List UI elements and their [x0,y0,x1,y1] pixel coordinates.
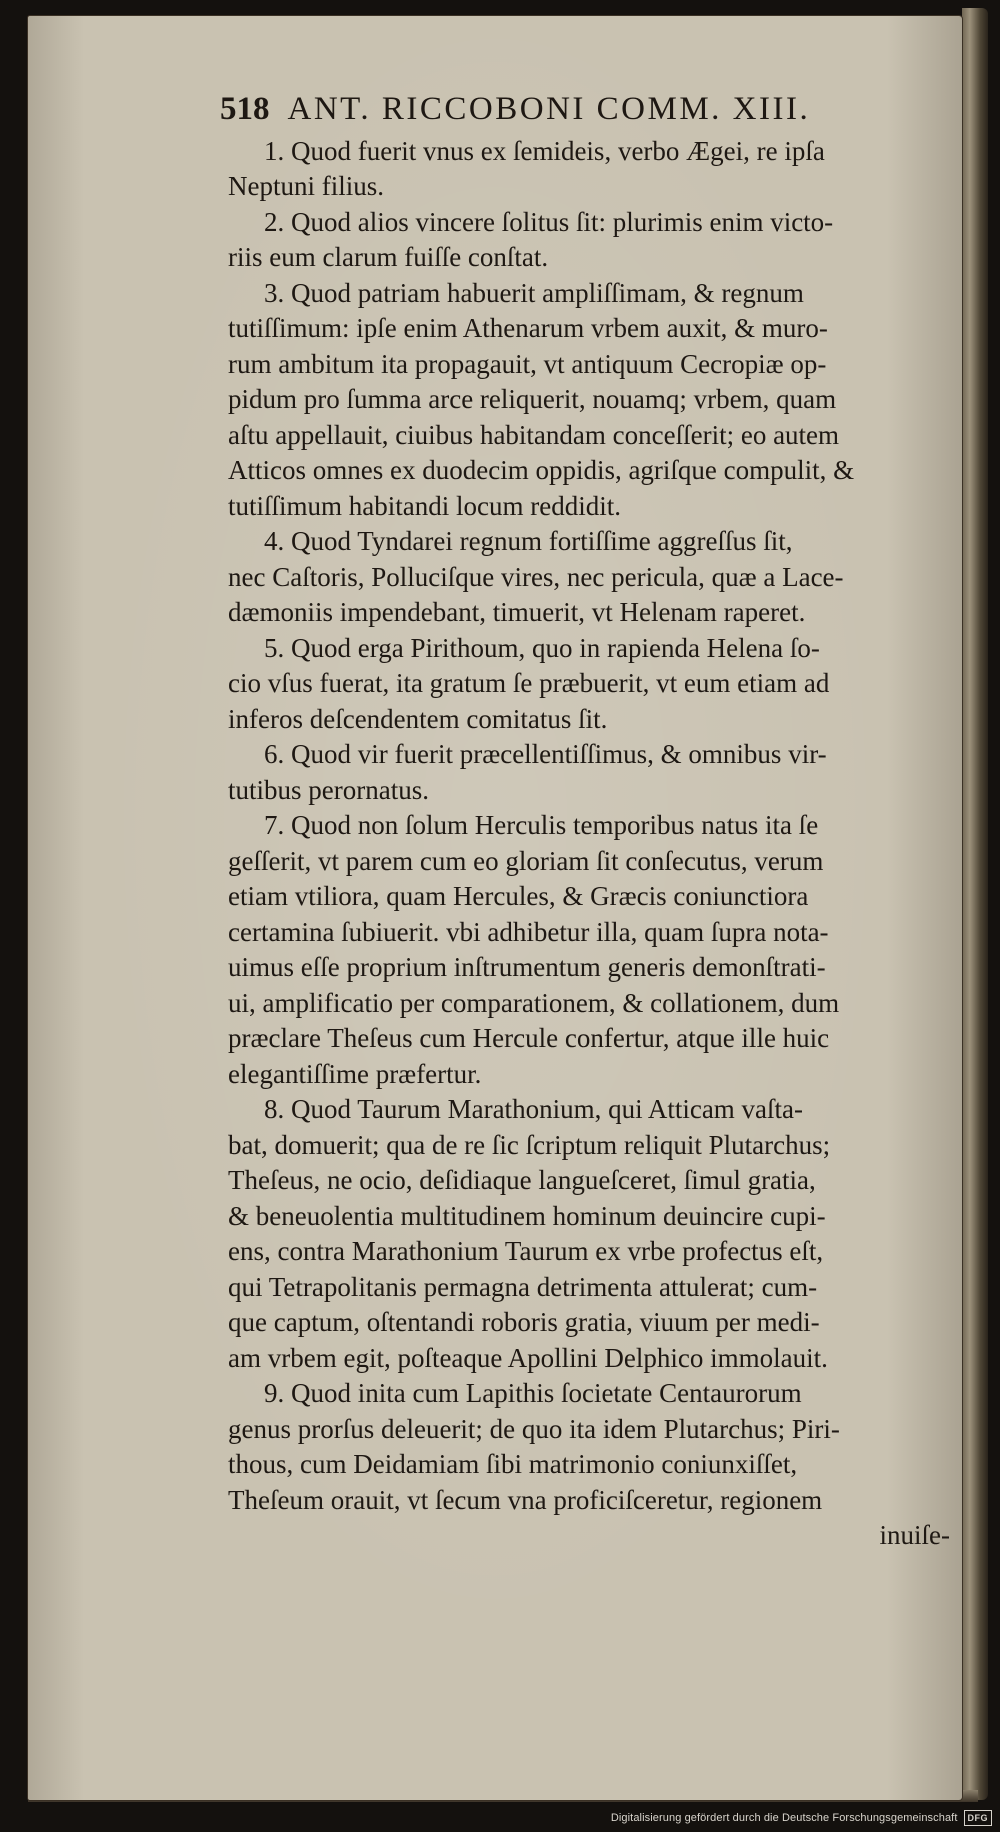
text-line: 9. Quod inita cum Lapithis ſocietate Centaurorum [264,1378,802,1408]
paragraph [228,205,958,276]
text-line: 2. Quod alios vincere ſolitus ſit: plurimis enim victo- [264,206,834,237]
text-line: Neptuni filius. [228,171,384,201]
text-line: 1. Quod fuerit vnus ex ſemideis, verbo Ægei, re ipſa [264,135,825,166]
text-line: riis eum clarum fuiſſe conſtat. [228,242,549,272]
text-line: aſtu appellauit, ciuibus habitandam conceſſerit; eo autem [228,419,840,450]
text-line: am vrbem egit, poſteaque Apollini Delphico immolauit. [228,1342,828,1373]
page-number: 518 [220,91,270,127]
text-line: Theſeum orauit, vt ſecum vna proficiſceretur, regionem [228,1484,823,1515]
text-line: ens, contra Marathonium Taurum ex vrbe profectus eſt, [228,1236,824,1266]
text-line: geſſerit, vt parem cum eo gloriam ſit conſecutus, verum [228,845,824,876]
page-text [220,91,958,1554]
paragraph [228,737,958,808]
text-line: elegantiſſime præfertur. [228,1058,482,1089]
text-line: genus prorſus deleuerit; de quo ita idem Plutarchus; Piri- [228,1413,840,1444]
footer-credit: Digitalisierung gefördert durch die Deutsche Forschungsgemeinschaft [610,1812,958,1824]
text-line: certamina ſubiuerit. vbi adhibetur illa, quam ſupra nota- [228,916,829,947]
running-title: ANT. RICCOBONI COMM. XIII. [287,91,811,127]
text-line: pidum pro ſumma arce reliquerit, nouamq; vrbem, quam [228,384,837,414]
text-line: nec Caſtoris, Polluciſque vires, nec pericula, quæ a Lace- [228,561,844,592]
paragraph [228,808,958,1092]
running-header [220,92,958,128]
text-line: thous, cum Deidamiam ſibi matrimonio coniunxiſſet, [228,1449,798,1479]
catchword: inuiſe- [879,1520,950,1550]
paragraph [228,524,958,631]
text-line: Atticos omnes ex duodecim oppidis, agriſque compulit, & [228,455,855,485]
text-line: 8. Quod Taurum Marathonium, qui Atticam vaſta- [264,1094,804,1124]
text-line: 3. Quod patriam habuerit ampliſſimam, & regnum [264,277,804,308]
text-line: 5. Quod erga Pirithoum, quo in rapienda Helena ſo- [264,632,820,663]
text-line: que captum, oſtentandi roboris gratia, viuum per medi- [228,1307,820,1337]
text-line: 4. Quod Tyndarei regnum fortiſſime aggreſſus ſit, [264,526,793,556]
text-line: tutiſſimum habitandi locum reddidit. [228,490,621,521]
body-text [228,134,958,1519]
paragraph [228,1092,958,1376]
text-line: tutibus perornatus. [228,774,429,805]
digitization-footer [611,1810,992,1826]
page-fore-edge [962,8,988,1800]
paragraph [228,276,958,525]
text-line: etiam vtiliora, quam Hercules, & Græcis coniunctiora [228,881,809,911]
text-line: præclare Theſeus cum Hercule confertur, atque ille huic [228,1023,830,1053]
text-line: ui, amplificatio per comparationem, & collationem, dum [228,987,840,1018]
text-line: rum ambitum ita propagauit, vt antiquum Cecropiæ op- [228,348,827,379]
text-line: bat, domuerit; qua de re ſic ſcriptum reliquit Plutarchus; [228,1129,831,1160]
text-line: 6. Quod vir fuerit præcellentiſſimus, & omnibus vir- [264,739,827,769]
text-line: inferos deſcendentem comitatus ſit. [228,703,608,734]
paragraph [228,631,958,738]
text-line: qui Tetrapolitanis permagna detrimenta attulerat; cum- [228,1271,818,1302]
text-line: Theſeus, ne ocio, deſidiaque langueſceret, ſimul gratia, [228,1165,816,1195]
text-line: & beneuolentia multitudinem hominum deuincire cupi- [228,1200,826,1231]
text-line: dæmoniis impendebant, timuerit, vt Helenam raperet. [228,597,806,627]
paragraph [228,1376,958,1518]
text-line: uimus eſſe proprium inſtrumentum generis demonſtrati- [228,952,826,982]
text-line: 7. Quod non ſolum Herculis temporibus natus ita ſe [264,810,819,840]
text-line: cio vſus fuerat, ita gratum ſe præbuerit, vt eum etiam ad [228,668,830,698]
paragraph [228,134,958,205]
dfg-logo-icon: DFG [964,1810,993,1826]
text-line: tutiſſimum: ipſe enim Athenarum vrbem auxit, & muro- [228,313,828,343]
